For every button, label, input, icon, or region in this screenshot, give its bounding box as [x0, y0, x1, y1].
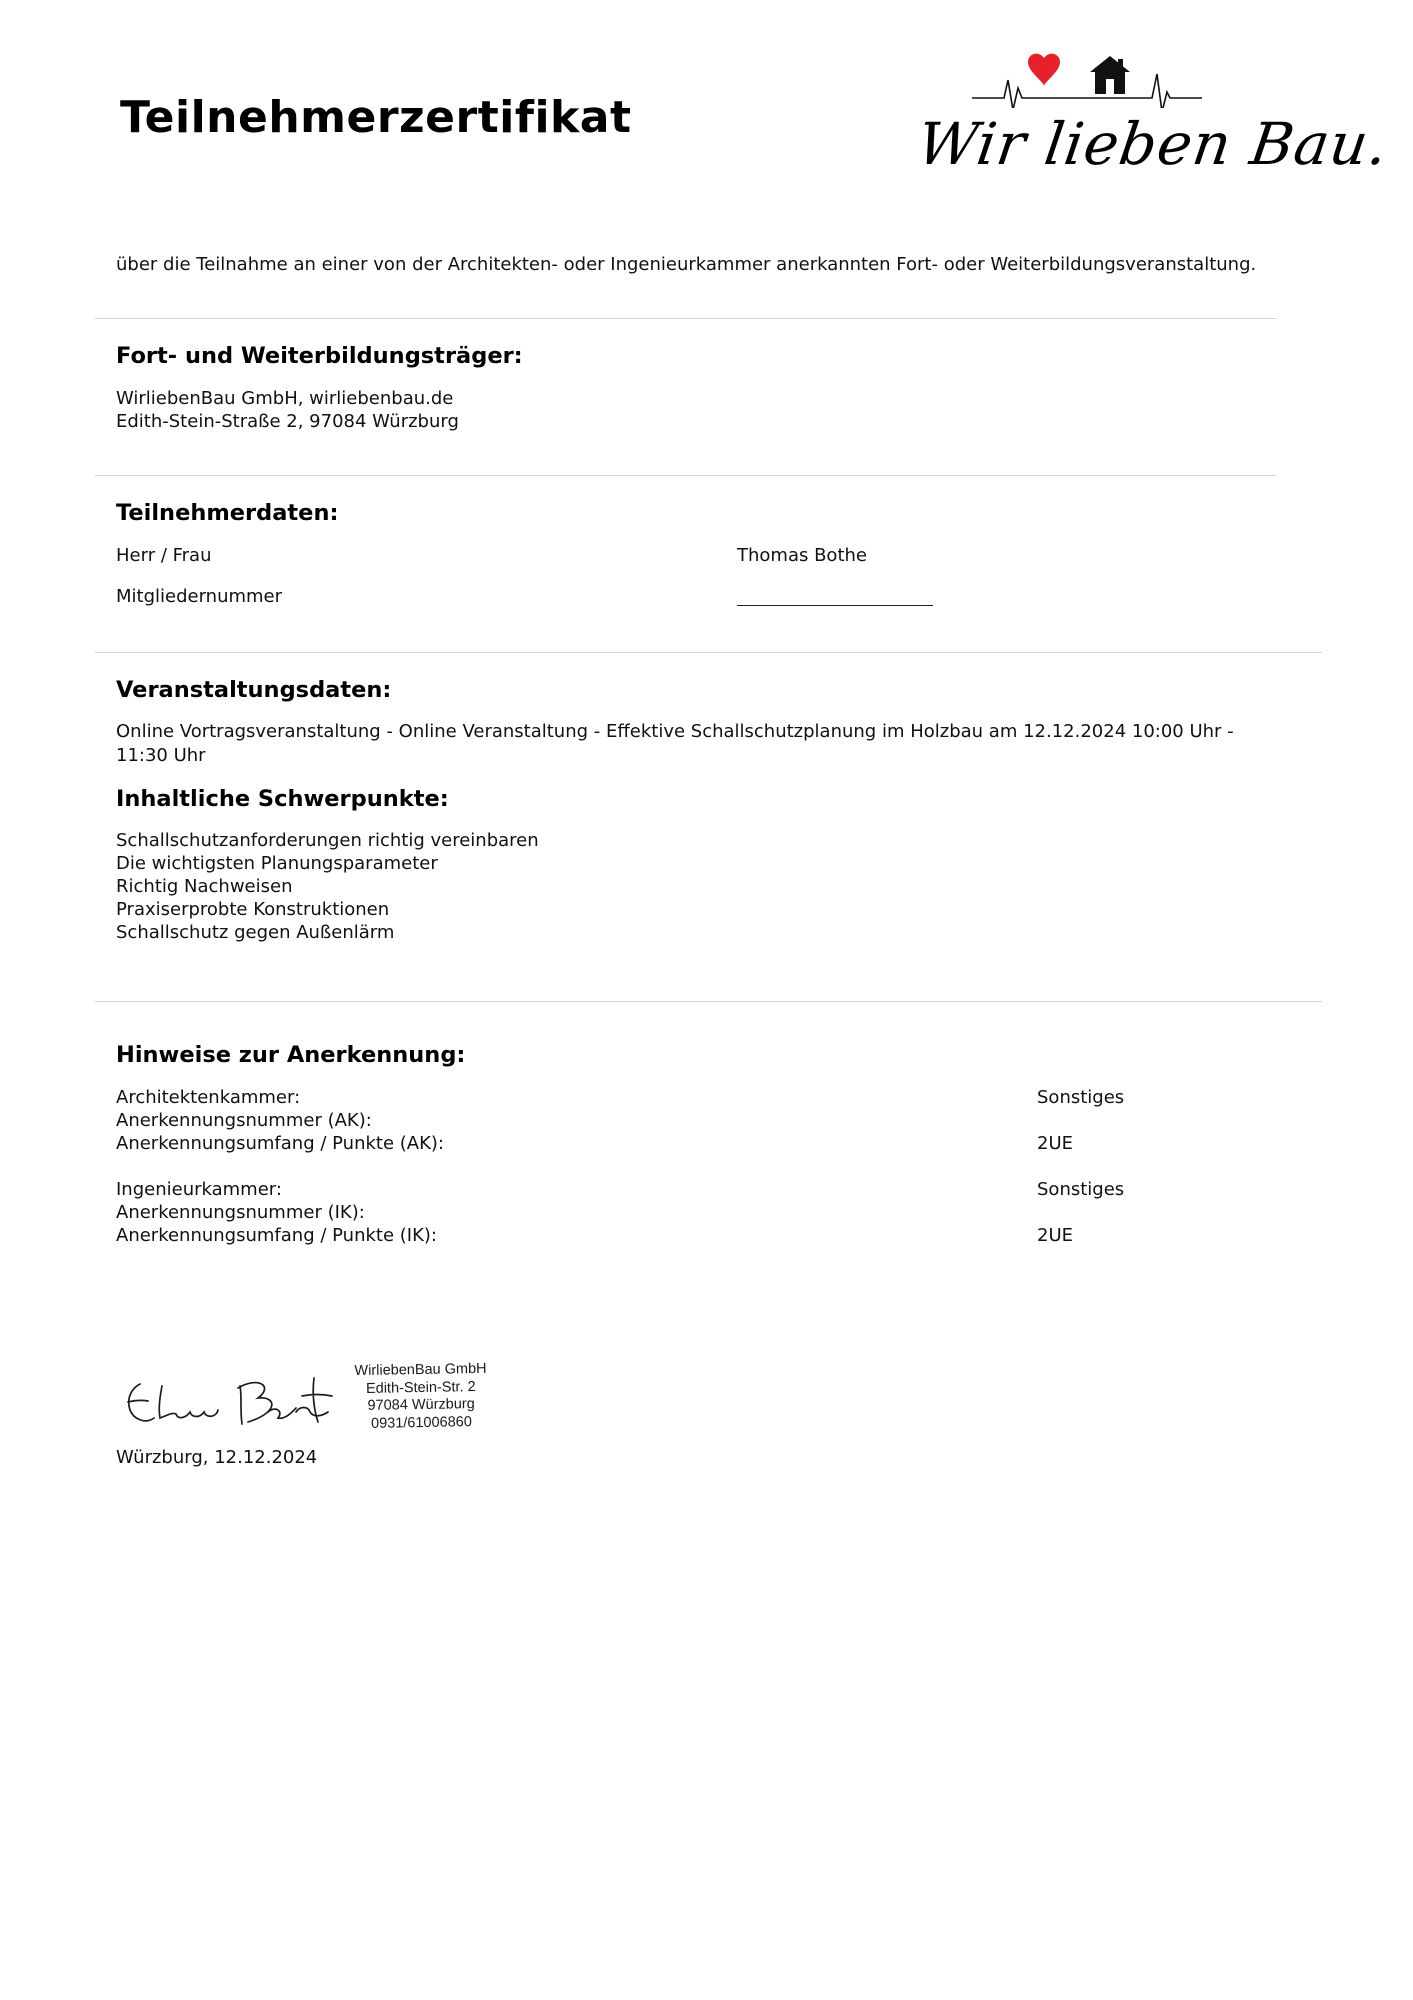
participant-heading: Teilnehmerdaten: — [116, 500, 339, 526]
topic-item: Praxiserprobte Konstruktionen — [116, 899, 390, 920]
provider-line-2: Edith-Stein-Straße 2, 97084 Würzburg — [116, 411, 459, 432]
recognition-heading: Hinweise zur Anerkennung: — [116, 1042, 466, 1068]
divider — [95, 475, 1277, 476]
provider-heading: Fort- und Weiterbildungsträger: — [116, 343, 523, 369]
salutation-label: Herr / Frau — [116, 545, 212, 566]
ak-number-label: Anerkennungsnummer (AK): — [116, 1110, 372, 1131]
topic-item: Die wichtigsten Planungsparameter — [116, 853, 438, 874]
company-stamp — [335, 1361, 506, 1434]
ak-chamber-label: Architektenkammer: — [116, 1087, 301, 1108]
company-logo — [912, 48, 1393, 198]
ak-chamber-value: Sonstiges — [1037, 1087, 1125, 1108]
stamp-line: Edith-Stein-Str. 2 — [365, 1378, 476, 1397]
logo-wordmark: Wir lieben Bau. — [913, 110, 1393, 178]
topic-item: Schallschutzanforderungen richtig vereinbaren — [116, 830, 539, 851]
ik-scope-value: 2UE — [1037, 1225, 1073, 1246]
event-heading: Veranstaltungsdaten: — [116, 677, 392, 703]
ak-scope-label: Anerkennungsumfang / Punkte (AK): — [116, 1133, 444, 1154]
house-icon — [1090, 56, 1130, 94]
event-description: Online Vortragsveranstaltung - Online Veranstaltung - Effektive Schallschutzplanung im Holzbau am 12.12.2024 10:00 Uhr - 11:30 Uhr — [116, 721, 1234, 766]
ik-chamber-label: Ingenieurkammer: — [116, 1179, 282, 1200]
divider — [95, 1001, 1322, 1002]
page-title: Teilnehmerzertifikat — [120, 92, 632, 143]
heart-icon — [1028, 54, 1060, 86]
ik-scope-label: Anerkennungsumfang / Punkte (IK): — [116, 1225, 437, 1246]
divider — [95, 318, 1277, 319]
ak-scope-value: 2UE — [1037, 1133, 1073, 1154]
heartbeat-logo-graphic — [912, 48, 1272, 108]
member-number-blank-line — [737, 605, 933, 606]
topics-heading: Inhaltliche Schwerpunkte: — [116, 786, 449, 812]
ik-number-label: Anerkennungsnummer (IK): — [116, 1202, 365, 1223]
participant-name: Thomas Bothe — [737, 545, 867, 566]
topic-item: Richtig Nachweisen — [116, 876, 293, 897]
stamp-line: WirliebenBau GmbH — [354, 1360, 487, 1380]
divider — [95, 652, 1322, 653]
intro-text: über die Teilnahme an einer von der Architekten- oder Ingenieurkammer anerkannten Fort- oder Weiterbildungsveranstaltung. — [116, 254, 1257, 275]
stamp-line: 0931/61006860 — [370, 1413, 472, 1432]
ik-chamber-value: Sonstiges — [1037, 1179, 1125, 1200]
provider-line-1: WirliebenBau GmbH, wirliebenbau.de — [116, 388, 454, 409]
handwritten-signature — [118, 1366, 338, 1436]
stamp-line: 97084 Würzburg — [367, 1396, 475, 1414]
member-number-label: Mitgliedernummer — [116, 586, 283, 607]
heartbeat-line — [972, 74, 1202, 108]
place-date: Würzburg, 12.12.2024 — [116, 1447, 318, 1468]
topic-item: Schallschutz gegen Außenlärm — [116, 922, 395, 943]
